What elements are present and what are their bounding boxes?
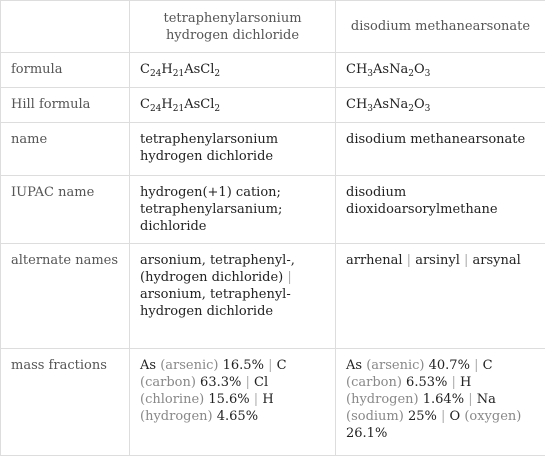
subscript: 24 (150, 104, 161, 114)
separator: | (464, 253, 468, 268)
row-label-hill-formula: Hill formula (1, 88, 130, 123)
element-name: (carbon) (346, 375, 402, 390)
header-row (1, 1, 545, 53)
alternate-names-compound-1 (130, 244, 336, 349)
separator: | (474, 358, 478, 373)
subscript: 21 (173, 69, 184, 79)
text-segment: C (478, 358, 492, 373)
mass-fractions-compound-2 (336, 349, 545, 456)
table-row (1, 176, 545, 244)
text-segment: AsCl (184, 97, 214, 112)
text-segment: arsinyl (411, 253, 464, 268)
header-empty-cell (1, 1, 130, 53)
text-segment: O (414, 97, 425, 112)
text-segment: C (140, 62, 150, 77)
separator: | (468, 392, 472, 407)
text-segment: 1.64% (419, 392, 469, 407)
mass-fractions-compound-1 (130, 349, 336, 456)
separator: | (441, 409, 445, 424)
hill-formula-compound-1 (130, 88, 336, 123)
text-segment: 4.65% (213, 409, 258, 424)
separator: | (451, 375, 455, 390)
element-name: (arsenic) (366, 358, 424, 373)
text-segment: Na (473, 392, 496, 407)
text-segment: disodium methanearsonate (346, 132, 525, 147)
text-segment: H (161, 62, 172, 77)
text-segment: tetraphenylarsonium hydrogen dichloride (140, 132, 278, 164)
separator: | (407, 253, 411, 268)
element-name: (oxygen) (464, 409, 521, 424)
header-compound-2: disodium methanearsonate (336, 1, 545, 53)
subscript: 2 (408, 104, 414, 114)
hill-formula-compound-2 (336, 88, 545, 123)
separator: | (268, 358, 272, 373)
alternate-names-compound-2 (336, 244, 545, 349)
name-compound-1 (130, 123, 336, 176)
text-segment: AsCl (184, 62, 214, 77)
iupac-name-compound-2 (336, 176, 545, 244)
text-segment: arsonium, tetraphenyl-,(hydrogen dichloride) (140, 253, 295, 285)
subscript: 3 (425, 69, 431, 79)
table-row (1, 53, 545, 88)
text-segment: H (456, 375, 471, 390)
table-row (1, 349, 545, 456)
text-segment: CH (346, 62, 367, 77)
iupac-name-compound-1 (130, 176, 336, 244)
subscript: 3 (425, 104, 431, 114)
element-name: (chlorine) (140, 392, 204, 407)
text-segment: AsNa (373, 97, 408, 112)
text-segment: hydrogen(+1) cation; tetraphenylarsanium; dichloride (140, 185, 282, 234)
subscript: 2 (408, 69, 414, 79)
element-name: (hydrogen) (346, 392, 419, 407)
separator: | (287, 270, 291, 285)
table-row (1, 123, 545, 176)
separator: | (254, 392, 258, 407)
subscript: 21 (173, 104, 184, 114)
text-segment: 26.1% (346, 426, 387, 441)
text-segment: As (346, 358, 366, 373)
formula-compound-2 (336, 53, 545, 88)
text-segment: As (140, 358, 160, 373)
table-row (1, 244, 545, 349)
text-segment: 40.7% (425, 358, 475, 373)
text-segment: CH (346, 97, 367, 112)
text-segment: O (414, 62, 425, 77)
text-segment: 15.6% (204, 392, 254, 407)
text-segment: C (272, 358, 286, 373)
text-segment: 63.3% (196, 375, 246, 390)
text-segment: H (258, 392, 273, 407)
element-name: (hydrogen) (140, 409, 213, 424)
text-segment: 6.53% (402, 375, 452, 390)
text-segment: arsynal (468, 253, 520, 268)
text-segment: 16.5% (219, 358, 269, 373)
header-compound-1: tetraphenylarsonium hydrogen dichloride (130, 1, 336, 53)
separator: | (245, 375, 249, 390)
text-segment: disodium dioxidoarsorylmethane (346, 185, 498, 217)
subscript: 2 (214, 104, 220, 114)
subscript: 3 (367, 104, 373, 114)
row-label-name: name (1, 123, 130, 176)
row-label-iupac-name: IUPAC name (1, 176, 130, 244)
table-row (1, 88, 545, 123)
text-segment: C (140, 97, 150, 112)
text-segment: AsNa (373, 62, 408, 77)
name-compound-2 (336, 123, 545, 176)
formula-compound-1 (130, 53, 336, 88)
text-segment: H (161, 97, 172, 112)
text-segment: O (445, 409, 464, 424)
text-segment: arrhenal (346, 253, 407, 268)
element-name: (arsenic) (160, 358, 218, 373)
text-segment: Cl (250, 375, 268, 390)
element-name: (carbon) (140, 375, 196, 390)
subscript: 3 (367, 69, 373, 79)
row-label-formula: formula (1, 53, 130, 88)
subscript: 2 (214, 69, 220, 79)
text-segment: 25% (404, 409, 441, 424)
text-segment: arsonium, tetraphenyl-hydrogen dichloride (140, 287, 291, 319)
row-label-alternate-names: alternate names (1, 244, 130, 349)
subscript: 24 (150, 69, 161, 79)
row-label-mass-fractions: mass fractions (1, 349, 130, 456)
element-name: (sodium) (346, 409, 404, 424)
